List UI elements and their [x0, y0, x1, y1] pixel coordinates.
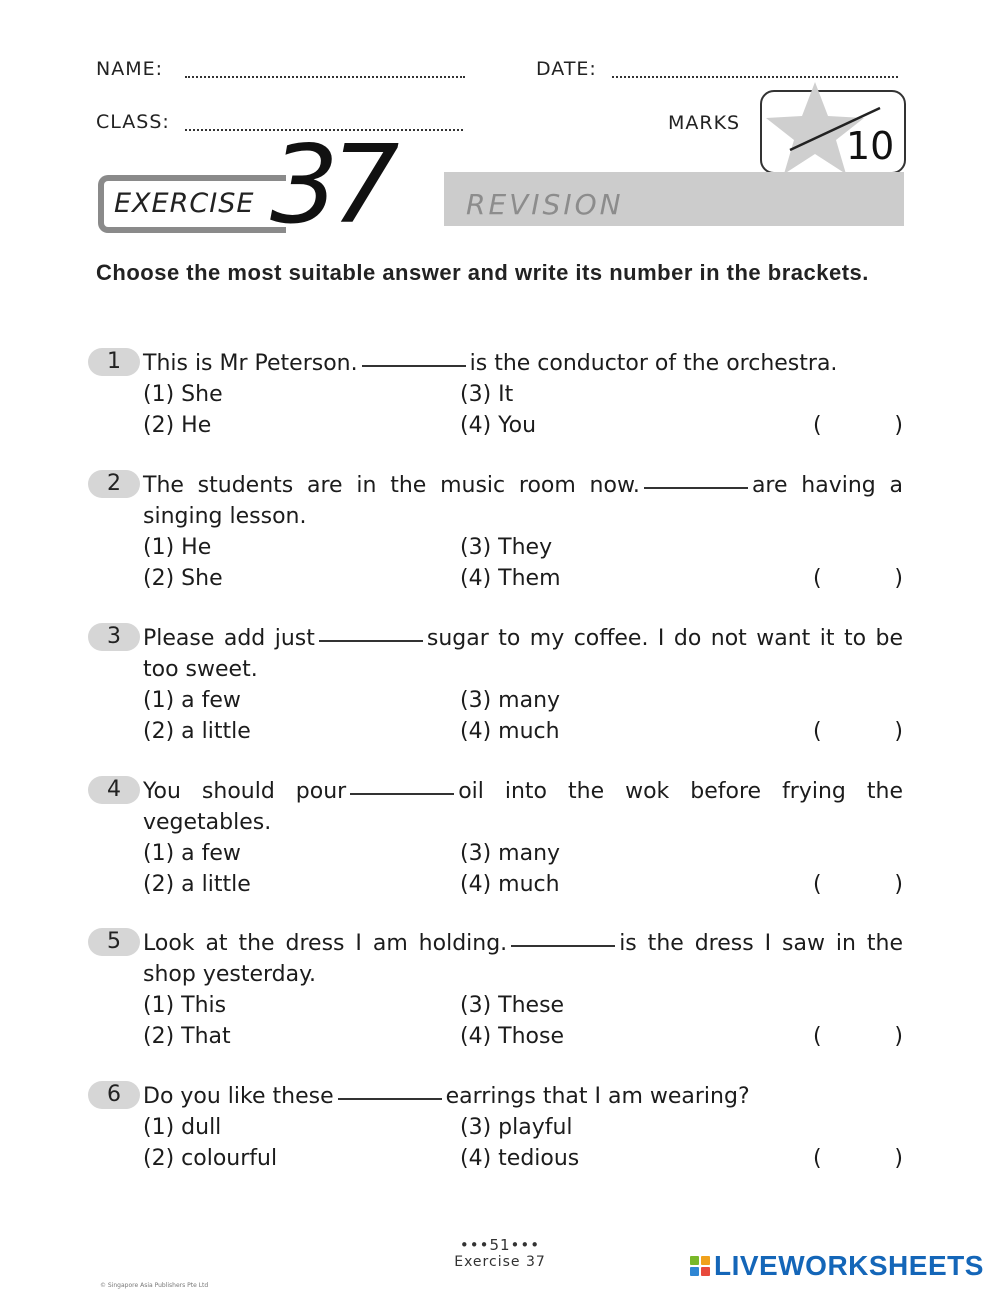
answer-blank — [362, 365, 466, 367]
question-text-after: oil into the wok before frying the vegetables. — [143, 779, 903, 835]
brand-text: LIVEWORKSHEETS — [714, 1250, 984, 1281]
marks-total: 10 — [846, 124, 895, 168]
question-text-after: is the conductor of the orchestra. — [469, 351, 838, 376]
answer-blank — [338, 1098, 442, 1100]
answer-bracket[interactable] — [813, 1143, 903, 1174]
question-number-badge: 3 — [88, 623, 140, 651]
option-4: (4) Them — [460, 566, 561, 591]
answer-bracket[interactable] — [813, 716, 903, 747]
answer-blank — [644, 487, 748, 489]
question-text-before: Do you like these — [143, 1084, 334, 1109]
question-text — [143, 928, 903, 990]
footer-exercise-ref: Exercise 37 — [454, 1254, 546, 1270]
question-number-badge: 4 — [88, 776, 140, 804]
option-1: (1) a few — [143, 841, 241, 866]
answer-blank — [350, 793, 454, 795]
bracket-close: ) — [894, 1024, 903, 1049]
page-number: •••51••• — [459, 1236, 541, 1254]
answer-blank — [319, 640, 423, 642]
marks-label: MARKS — [668, 112, 741, 134]
bracket-close: ) — [894, 566, 903, 591]
option-2: (2) He — [143, 413, 212, 438]
question-number-badge: 1 — [88, 348, 140, 376]
option-2: (2) That — [143, 1024, 231, 1049]
section-title: REVISION — [466, 188, 624, 221]
question-text-after: earrings that I am wearing? — [445, 1084, 750, 1109]
option-4: (4) much — [460, 872, 560, 897]
option-3: (3) many — [460, 841, 561, 866]
answer-bracket[interactable] — [813, 1021, 903, 1052]
class-label: CLASS: — [96, 111, 170, 133]
question-text-before: You should pour — [143, 779, 347, 804]
question-number-badge: 5 — [88, 928, 140, 956]
question-number-badge: 6 — [88, 1081, 140, 1109]
option-1: (1) She — [143, 382, 223, 407]
bracket-close: ) — [894, 413, 903, 438]
liveworksheets-logo-icon — [690, 1256, 710, 1276]
option-1: (1) This — [143, 993, 227, 1018]
question-text-after: sugar to my coffee. I do not want it to be too sweet. — [143, 626, 904, 682]
option-3: (3) It — [460, 382, 514, 407]
answer-bracket[interactable] — [813, 563, 903, 594]
question-text-after: are having a singing lesson. — [143, 473, 904, 529]
answer-blank — [511, 945, 615, 947]
option-4: (4) tedious — [460, 1146, 580, 1171]
question-text — [143, 1081, 903, 1112]
bracket-close: ) — [894, 1146, 903, 1171]
question-text — [143, 776, 903, 838]
copyright-notice: © Singapore Asia Publishers Pte Ltd — [100, 1282, 209, 1289]
date-label: DATE: — [536, 58, 597, 80]
bracket-open: ( — [813, 1024, 822, 1049]
name-label: NAME: — [96, 58, 164, 80]
option-3: (3) They — [460, 535, 553, 560]
option-4: (4) You — [460, 413, 537, 438]
question-text-before: Please add just — [143, 626, 315, 651]
question-text-before: Look at the dress I am holding. — [143, 931, 508, 956]
question-text — [143, 348, 903, 379]
bracket-open: ( — [813, 413, 822, 438]
question-text — [143, 470, 903, 532]
liveworksheets-brand[interactable] — [690, 1250, 984, 1282]
exercise-label: EXERCISE — [114, 188, 255, 219]
option-2: (2) colourful — [143, 1146, 278, 1171]
question-number-badge: 2 — [88, 470, 140, 498]
question-text — [143, 623, 903, 685]
option-4: (4) Those — [460, 1024, 564, 1049]
instructions: Choose the most suitable answer and write its number in the brackets. — [96, 260, 869, 285]
bracket-open: ( — [813, 719, 822, 744]
option-3: (3) These — [460, 993, 565, 1018]
option-2: (2) a little — [143, 872, 251, 897]
bracket-open: ( — [813, 1146, 822, 1171]
option-3: (3) playful — [460, 1115, 573, 1140]
question-text-before: The students are in the music room now. — [143, 473, 640, 498]
option-1: (1) He — [143, 535, 212, 560]
option-2: (2) She — [143, 566, 223, 591]
answer-bracket[interactable] — [813, 869, 903, 900]
bracket-close: ) — [894, 719, 903, 744]
option-1: (1) dull — [143, 1115, 222, 1140]
option-3: (3) many — [460, 688, 561, 713]
bracket-close: ) — [894, 872, 903, 897]
name-field[interactable] — [185, 76, 465, 78]
question-text-before: This is Mr Peterson. — [143, 351, 358, 376]
option-2: (2) a little — [143, 719, 251, 744]
bracket-open: ( — [813, 566, 822, 591]
question-text-after: is the dress I saw in the shop yesterday. — [143, 931, 903, 987]
option-1: (1) a few — [143, 688, 241, 713]
option-4: (4) much — [460, 719, 560, 744]
answer-bracket[interactable] — [813, 410, 903, 441]
exercise-number: 37 — [270, 123, 392, 248]
bracket-open: ( — [813, 872, 822, 897]
